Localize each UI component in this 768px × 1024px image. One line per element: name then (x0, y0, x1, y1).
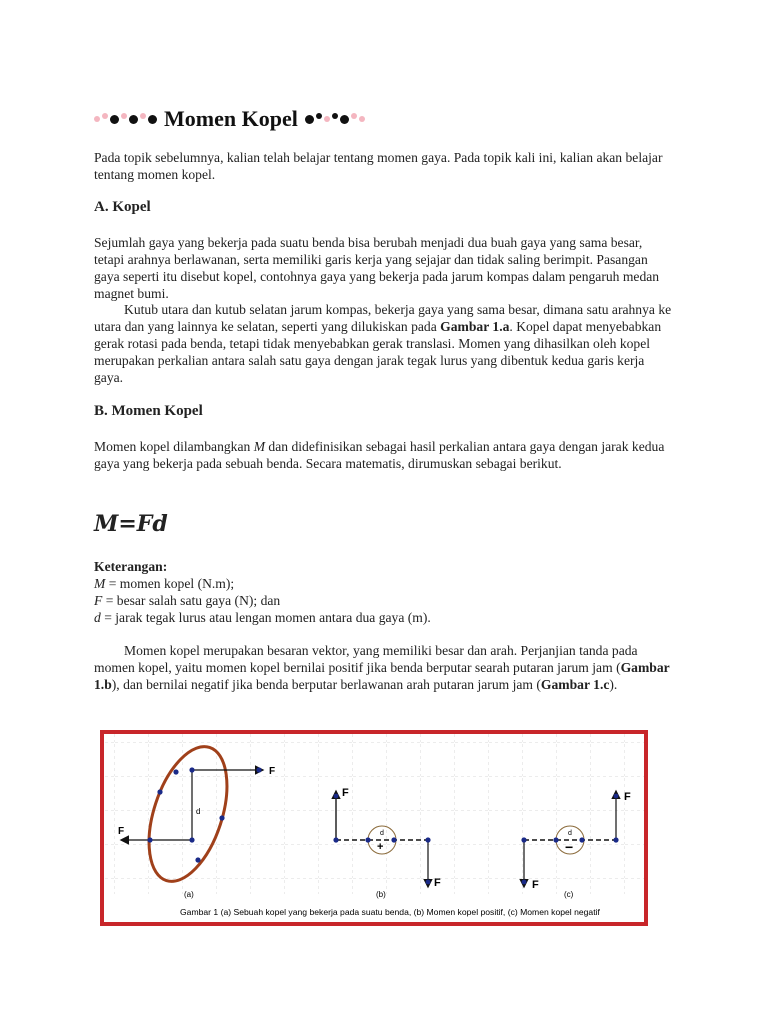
keterangan-symbol: F (94, 593, 103, 608)
figure-svg (104, 734, 644, 922)
title-right-ornament (305, 115, 365, 124)
ornament-dot (359, 116, 365, 122)
point-dot (613, 837, 618, 842)
section-b-heading: B. Momen Kopel (94, 403, 203, 419)
ornament-dot (129, 115, 138, 124)
keterangan-text: = besar salah satu gaya (N); dan (102, 593, 281, 608)
point-dot (219, 815, 224, 820)
point-dot (256, 767, 261, 772)
symbol-m: M (253, 439, 266, 454)
keterangan-symbol: M (94, 576, 106, 591)
ornament-dot (140, 113, 146, 119)
section-a-text: Kutub utara dan kutub selatan jarum kompas, bekerja gaya yang sama besar, dimana satu arahnya ke utara dan yang lainnya ke selatan, seperti yang dilukiskan pada (94, 302, 672, 334)
ornament-dot (102, 113, 108, 119)
force-label-c2: F (532, 879, 539, 891)
keterangan-text: = jarak tegak lurus atau lengan momen antara dua gaya (m). (100, 610, 431, 625)
point-dot (426, 880, 431, 885)
point-dot (391, 837, 396, 842)
point-dot (365, 837, 370, 842)
ornament-dot (305, 115, 314, 124)
point-dot (333, 837, 338, 842)
keterangan-symbol: d (94, 610, 101, 625)
section-b-text: Momen kopel dilambangkan (94, 439, 254, 454)
section-b-paragraph (94, 438, 674, 472)
ornament-dot (110, 115, 119, 124)
title-text: Momen Kopel (164, 106, 298, 131)
vector-text-end: ). (609, 677, 618, 692)
figure-ref-1c: Gambar 1.c (540, 677, 610, 692)
point-dot (425, 837, 430, 842)
figure-label-c: (c) (564, 890, 574, 899)
force-label-b2: F (434, 877, 441, 889)
force-label-b1: F (342, 787, 349, 799)
point-dot (195, 857, 200, 862)
plus-sign: + (377, 841, 384, 853)
keterangan-block (94, 558, 674, 626)
grid-background (104, 734, 644, 894)
formula: M=Fd (94, 511, 168, 537)
vector-text-cont: ), dan bernilai negatif jika benda berputar berlawanan arah putaran jarum jam ( (111, 677, 541, 692)
keterangan-item (94, 575, 674, 592)
section-a-heading: A. Kopel (94, 199, 151, 215)
intro-paragraph: Pada topik sebelumnya, kalian telah belajar tentang momen gaya. Pada topik kali ini, kalian akan belajar tentang momen kopel. (94, 150, 663, 182)
point-dot (522, 880, 527, 885)
section-a-paragraph-2 (94, 301, 674, 386)
section-a-paragraph-1: Sejumlah gaya yang bekerja pada suatu benda bisa berubah menjadi dua buah gaya yang sama besar, tetapi arahnya berlawanan, serta memiliki garis kerja yang sejajar dan tidak saling berimpit. Pasangan gaya seperti itu disebut kopel, contohnya gaya yang bekerja pada jarum kompas dalam pengaruh medan magnet bumi. (94, 235, 660, 301)
distance-label-a: d (196, 807, 201, 816)
title-left-ornament (94, 115, 157, 124)
figure-ref-1b: Gambar 1.b (94, 660, 670, 692)
force-label-c1: F (624, 791, 631, 803)
point-dot (189, 837, 194, 842)
point-dot (147, 837, 152, 842)
point-dot (157, 789, 162, 794)
point-dot (553, 837, 558, 842)
ornament-dot (148, 115, 157, 124)
page-title (94, 104, 454, 134)
point-dot (189, 767, 194, 772)
point-dot (521, 837, 526, 842)
figure-kopel (100, 730, 648, 926)
force-label-a1: F (269, 766, 276, 777)
minus-sign: − (565, 839, 574, 855)
ornament-dot (351, 113, 357, 119)
ornament-dot (340, 115, 349, 124)
figure-ref-1a: Gambar 1.a (440, 319, 510, 334)
point-dot (614, 794, 619, 799)
vector-paragraph (94, 642, 674, 693)
section-a-text-cont: . Kopel dapat menyebabkan gerak rotasi pada benda, tetapi tidak menyebabkan gerak translasi. Momen yang dihasilkan oleh kopel merupakan perkalian antara salah satu gaya dengan jarak tegak lurus yang dibentuk kedua garis kerja gaya. (94, 319, 662, 385)
point-dot (334, 794, 339, 799)
figure-label-a: (a) (184, 890, 194, 899)
figure-caption: Gambar 1 (a) Sebuah kopel yang bekerja pada suatu benda, (b) Momen kopel positif, (c) Momen kopel negatif (180, 907, 600, 917)
distance-label-c: d (568, 830, 572, 837)
distance-label-b: d (380, 830, 384, 837)
figure-label-b: (b) (376, 890, 386, 899)
ornament-dot (94, 116, 100, 122)
keterangan-text: = momen kopel (N.m); (105, 576, 235, 591)
point-dot (173, 769, 178, 774)
keterangan-item (94, 609, 674, 626)
keterangan-item (94, 592, 674, 609)
force-label-a2: F (118, 826, 125, 837)
ornament-dot (121, 113, 127, 119)
ornament-dot (324, 116, 330, 122)
point-dot (579, 837, 584, 842)
vector-text: Momen kopel merupakan besaran vektor, yang memiliki besar dan arah. Perjanjian tanda pada momen kopel, yaitu momen kopel bernilai positif jika benda berputar searah putaran jarum jam ( (94, 643, 638, 675)
ornament-dot (332, 113, 338, 119)
ornament-dot (316, 113, 322, 119)
keterangan-heading: Keterangan: (94, 559, 168, 574)
section-b-text-cont: dan didefinisikan sebagai hasil perkalian antara gaya dengan jarak kedua gaya yang bekerja pada sebuah benda. Secara matematis, dirumuskan sebagai berikut. (94, 439, 665, 471)
